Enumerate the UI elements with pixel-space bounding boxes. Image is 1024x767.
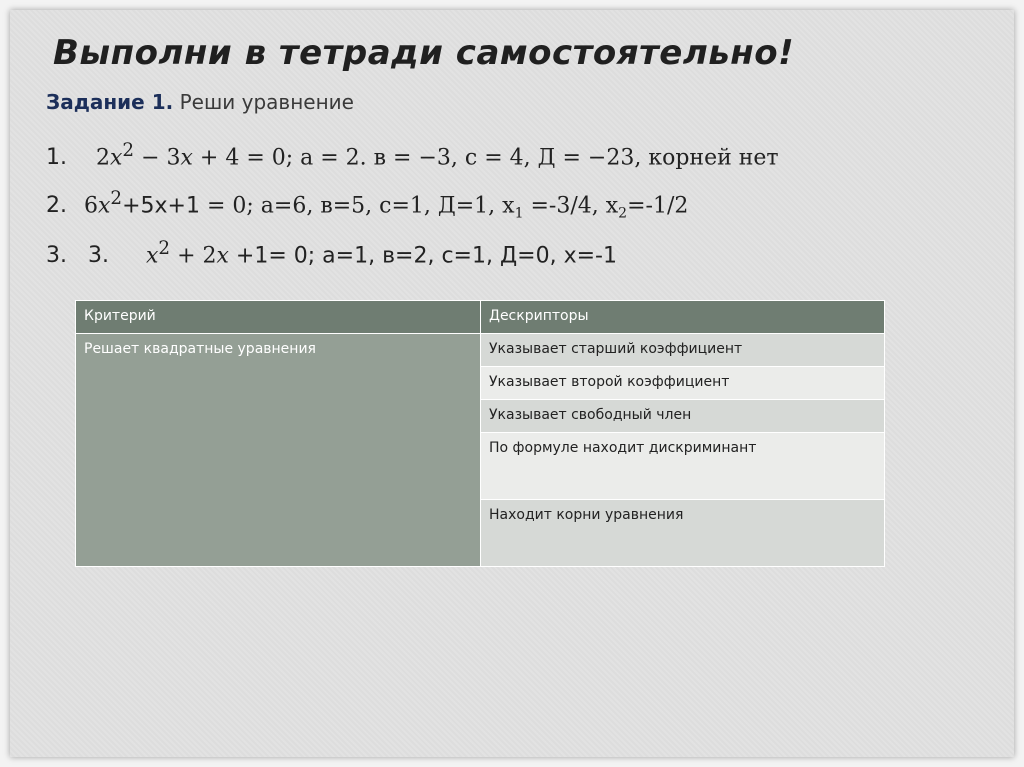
equation-1 <box>46 140 779 170</box>
header-criterion: Критерий <box>76 301 481 334</box>
descriptor-cell: Указывает старший коэффициент <box>481 334 885 367</box>
task-heading <box>46 90 354 114</box>
equation-3 <box>46 238 617 268</box>
table-row <box>76 334 885 367</box>
equation-rest: +1= 0; а=1, в=2, с=1, Д=0, х=-1 <box>235 243 617 269</box>
root-1-value: =-3/4, х <box>523 193 619 219</box>
equation-rest: − 3𝑥 + 4 = 0; а = 2. в = −3, с = 4, Д = −23, корней нет <box>134 145 779 171</box>
equation-lead-term: 𝑥 <box>146 243 159 269</box>
root-2-value: =-1/2 <box>627 193 689 219</box>
root-1-subscript: 1 <box>514 205 524 222</box>
equation-lead-term: 6𝑥 <box>84 193 111 219</box>
slide-title: Выполни в тетради самостоятельно! <box>53 33 795 73</box>
equation-lead-term: 2𝑥 <box>96 145 123 171</box>
equation-inner-number: 3. <box>88 243 109 269</box>
equation-exponent: 2 <box>122 140 135 161</box>
descriptor-cell: Находит корни уравнения <box>481 500 885 567</box>
equation-2 <box>46 188 688 222</box>
equation-number: 3. <box>46 243 67 269</box>
equation-exponent: 2 <box>158 238 171 259</box>
task-text: Реши уравнение <box>179 90 354 114</box>
equation-exponent: 2 <box>110 188 123 209</box>
equation-middle: + 2𝑥 <box>170 243 236 269</box>
equation-number: 1. <box>46 145 67 171</box>
descriptor-cell: Указывает свободный член <box>481 400 885 433</box>
task-label: Задание 1. <box>46 90 174 114</box>
descriptor-cell: Указывает второй коэффициент <box>481 367 885 400</box>
descriptor-cell: По формуле находит дискриминант <box>481 433 885 500</box>
header-descriptors: Дескрипторы <box>481 301 885 334</box>
equation-middle: +5х+1 <box>122 193 200 219</box>
criteria-table <box>75 300 885 567</box>
table-header-row <box>76 301 885 334</box>
equation-rest: = 0; а=6, в=5, с=1, Д=1, х <box>199 193 515 219</box>
criterion-cell: Решает квадратные уравнения <box>76 334 481 567</box>
root-2-subscript: 2 <box>618 205 628 222</box>
equation-number: 2. <box>46 193 67 219</box>
